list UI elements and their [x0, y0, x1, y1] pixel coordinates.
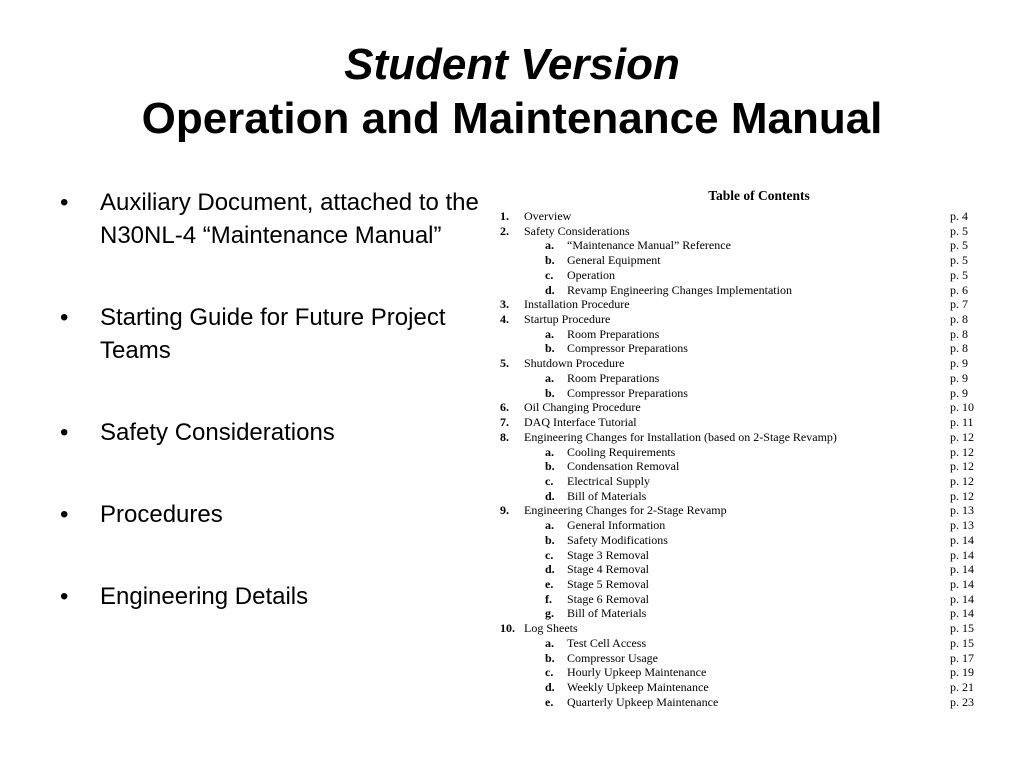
- toc-entry: [500, 209, 990, 224]
- toc-entry-page: p. 5: [950, 238, 968, 253]
- toc-entry-marker: c.: [545, 547, 554, 562]
- toc-entry-marker: f.: [545, 591, 552, 606]
- bullet-dot: •: [60, 501, 69, 528]
- toc-entry-marker: b.: [545, 385, 555, 400]
- toc-entry-page: p. 4: [950, 209, 968, 223]
- toc-entry-page: p. 12: [950, 459, 974, 474]
- bullet-dot: •: [60, 419, 69, 446]
- bullet-item: [60, 580, 480, 613]
- toc-entry-title: Test Cell Access: [567, 635, 647, 650]
- toc-entry-title: Installation Procedure: [524, 297, 630, 312]
- toc-entry-title: Quarterly Upkeep Maintenance: [567, 694, 719, 709]
- toc-entry-title: General Equipment: [567, 253, 661, 268]
- toc-entry-title: Compressor Usage: [567, 650, 658, 665]
- toc-entry-title: Compressor Preparations: [567, 341, 688, 356]
- toc-entry-page: p. 23: [950, 694, 974, 709]
- toc-entry: [500, 665, 990, 680]
- toc-entry-page: p. 7: [950, 297, 968, 312]
- title-line-manual: Operation and Maintenance Manual: [141, 94, 883, 143]
- toc-entry-page: p. 6: [950, 282, 968, 297]
- toc-entry-page: p. 9: [950, 370, 968, 385]
- toc-entry-page: p. 15: [950, 635, 974, 650]
- toc-entry-marker: b.: [545, 650, 555, 665]
- toc-entry-page: p. 17: [950, 650, 974, 665]
- toc-entry-page: p. 5: [950, 223, 968, 238]
- toc-entry: [500, 489, 990, 504]
- toc-entry: [500, 268, 990, 283]
- toc-entry-title: Condensation Removal: [567, 459, 680, 474]
- toc-entry-marker: 9.: [500, 503, 509, 518]
- toc-entry: [500, 636, 990, 651]
- toc-entry-title: Electrical Supply: [567, 473, 650, 488]
- toc-entry-marker: b.: [545, 341, 555, 356]
- toc-entry-marker: e.: [545, 576, 554, 591]
- toc-entry-marker: a.: [545, 444, 554, 459]
- toc-entry-title: DAQ Interface Tutorial: [524, 415, 637, 430]
- toc-entry-marker: 5.: [500, 356, 509, 371]
- toc-entry-page: p. 13: [950, 503, 974, 518]
- toc-entry: [500, 356, 990, 371]
- toc-entry-marker: d.: [545, 680, 555, 694]
- toc-entry-marker: 10.: [500, 621, 515, 636]
- toc-entry-marker: a.: [545, 518, 554, 533]
- toc-entry-title: Oil Changing Procedure: [524, 400, 641, 415]
- bullet-item: [60, 416, 480, 449]
- toc-entry: [500, 386, 990, 401]
- toc-entry-title: Cooling Requirements: [567, 444, 676, 459]
- toc-entry: [500, 312, 990, 327]
- toc-entry-page: p. 8: [950, 341, 968, 356]
- bullet-text: Auxiliary Document, attached to the N30NL-4 “Maintenance Manual”: [100, 189, 479, 249]
- toc-entry-marker: c.: [545, 473, 554, 488]
- toc-entry-marker: a.: [545, 238, 554, 253]
- toc-entry-title: Hourly Upkeep Maintenance: [567, 665, 707, 680]
- toc-entry-marker: c.: [545, 665, 554, 680]
- toc-entry: [500, 430, 990, 445]
- toc-entry: [500, 253, 990, 268]
- toc-entry-title: Weekly Upkeep Maintenance: [567, 680, 709, 694]
- toc-entry: [500, 651, 990, 666]
- bullet-text: Starting Guide for Future Project Teams: [100, 304, 446, 364]
- toc-entry-title: Operation: [567, 267, 615, 282]
- toc-entry: [500, 297, 990, 312]
- toc-entry-marker: d.: [545, 562, 555, 577]
- bullet-item: [60, 301, 480, 367]
- toc-heading: Table of Contents: [708, 188, 810, 203]
- toc-entry-title: General Information: [567, 518, 666, 533]
- toc-entry-marker: e.: [545, 694, 554, 709]
- toc-entry: [500, 680, 990, 695]
- toc-entry-title: Overview: [524, 209, 572, 223]
- toc-entry-marker: 4.: [500, 312, 509, 327]
- toc-entry-marker: a.: [545, 370, 554, 385]
- toc-entry-title: Stage 6 Removal: [567, 591, 649, 606]
- toc-entry-page: p. 13: [950, 518, 974, 533]
- toc-entry: [500, 224, 990, 239]
- toc-entry-title: Revamp Engineering Changes Implementation: [567, 282, 792, 297]
- toc-entry: [500, 238, 990, 253]
- toc-entry-marker: 6.: [500, 400, 509, 415]
- toc-entry-page: p. 8: [950, 326, 968, 341]
- toc-entry: [500, 341, 990, 356]
- toc-entry-title: Stage 3 Removal: [567, 547, 649, 562]
- bullet-text: Procedures: [100, 501, 223, 528]
- toc-entry-page: p. 8: [950, 312, 968, 327]
- toc-entry: [500, 503, 990, 518]
- toc-entry: [500, 327, 990, 342]
- toc-entry-marker: 8.: [500, 429, 509, 444]
- toc-entry-page: p. 9: [950, 385, 968, 400]
- toc-entry: [500, 577, 990, 592]
- toc-entry-page: p. 12: [950, 429, 974, 444]
- toc-entry-title: Engineering Changes for 2-Stage Revamp: [524, 503, 727, 518]
- toc-entry-title: Engineering Changes for Installation (based on 2-Stage Revamp): [524, 429, 837, 444]
- toc-entry-page: p. 15: [950, 621, 974, 636]
- toc-entry-marker: d.: [545, 488, 555, 503]
- toc-entry-marker: b.: [545, 532, 555, 547]
- toc-entry: [500, 621, 990, 636]
- bullet-item: [60, 498, 480, 531]
- toc-entry-page: p. 14: [950, 547, 974, 562]
- toc-entry-marker: b.: [545, 459, 555, 474]
- toc-entry-page: p. 14: [950, 576, 974, 591]
- toc-rows: [500, 209, 990, 709]
- bullet-text: Safety Considerations: [100, 419, 335, 446]
- bullet-text: Engineering Details: [100, 583, 309, 610]
- toc-entry-title: Compressor Preparations: [567, 385, 688, 400]
- toc-entry-marker: a.: [545, 326, 554, 341]
- toc-entry-title: Bill of Materials: [567, 606, 647, 621]
- toc-entry-page: p. 5: [950, 253, 968, 268]
- toc-entry-marker: 1.: [500, 209, 509, 223]
- toc-entry-page: p. 11: [950, 415, 974, 430]
- toc-entry-marker: 2.: [500, 223, 509, 238]
- bullet-dot: •: [60, 304, 69, 331]
- toc-entry-marker: b.: [545, 253, 555, 268]
- toc-entry: [500, 606, 990, 621]
- toc-entry: [500, 445, 990, 460]
- toc-entry: [500, 695, 990, 710]
- table-of-contents: [500, 187, 990, 709]
- toc-entry-title: Stage 5 Removal: [567, 576, 649, 591]
- toc-entry-title: Shutdown Procedure: [524, 356, 625, 371]
- toc-entry-title: “Maintenance Manual” Reference: [567, 238, 731, 253]
- toc-entry-page: p. 12: [950, 444, 974, 459]
- toc-entry: [500, 283, 990, 298]
- toc-entry-title: Safety Considerations: [524, 223, 630, 238]
- toc-entry-page: p. 19: [950, 665, 974, 680]
- toc-entry-page: p. 14: [950, 562, 974, 577]
- bullet-item: [60, 186, 480, 252]
- toc-entry: [500, 459, 990, 474]
- slide-title: [0, 38, 1024, 146]
- toc-entry: [500, 400, 990, 415]
- toc-entry-page: p. 12: [950, 473, 974, 488]
- toc-entry: [500, 415, 990, 430]
- toc-entry-marker: 7.: [500, 415, 509, 430]
- toc-entry: [500, 371, 990, 386]
- toc-entry-title: Startup Procedure: [524, 312, 611, 327]
- toc-entry-page: p. 14: [950, 591, 974, 606]
- toc-entry-marker: c.: [545, 267, 554, 282]
- bullet-dot: •: [60, 583, 69, 610]
- toc-entry-marker: 3.: [500, 297, 509, 312]
- bullet-list: [60, 186, 480, 662]
- toc-entry-title: Bill of Materials: [567, 488, 647, 503]
- toc-entry-page: p. 21: [950, 680, 974, 694]
- toc-entry: [500, 474, 990, 489]
- toc-entry-page: p. 10: [950, 400, 974, 415]
- toc-entry-title: Log Sheets: [524, 621, 578, 636]
- toc-entry-page: p. 14: [950, 532, 974, 547]
- toc-entry-title: Room Preparations: [567, 370, 660, 385]
- toc-entry: [500, 562, 990, 577]
- toc-entry-marker: g.: [545, 606, 554, 621]
- toc-entry-marker: a.: [545, 635, 554, 650]
- toc-entry-page: p. 12: [950, 488, 974, 503]
- toc-entry: [500, 518, 990, 533]
- toc-entry-page: p. 5: [950, 267, 968, 282]
- toc-entry-title: Room Preparations: [567, 326, 660, 341]
- toc-entry-page: p. 9: [950, 356, 968, 371]
- toc-entry-marker: d.: [545, 282, 555, 297]
- toc-entry-title: Stage 4 Removal: [567, 562, 649, 577]
- title-line-student-version: Student Version: [344, 40, 680, 89]
- bullet-dot: •: [60, 189, 69, 216]
- toc-entry-page: p. 14: [950, 606, 974, 621]
- toc-entry: [500, 533, 990, 548]
- toc-entry-title: Safety Modifications: [567, 532, 668, 547]
- toc-entry: [500, 548, 990, 563]
- toc-entry: [500, 592, 990, 607]
